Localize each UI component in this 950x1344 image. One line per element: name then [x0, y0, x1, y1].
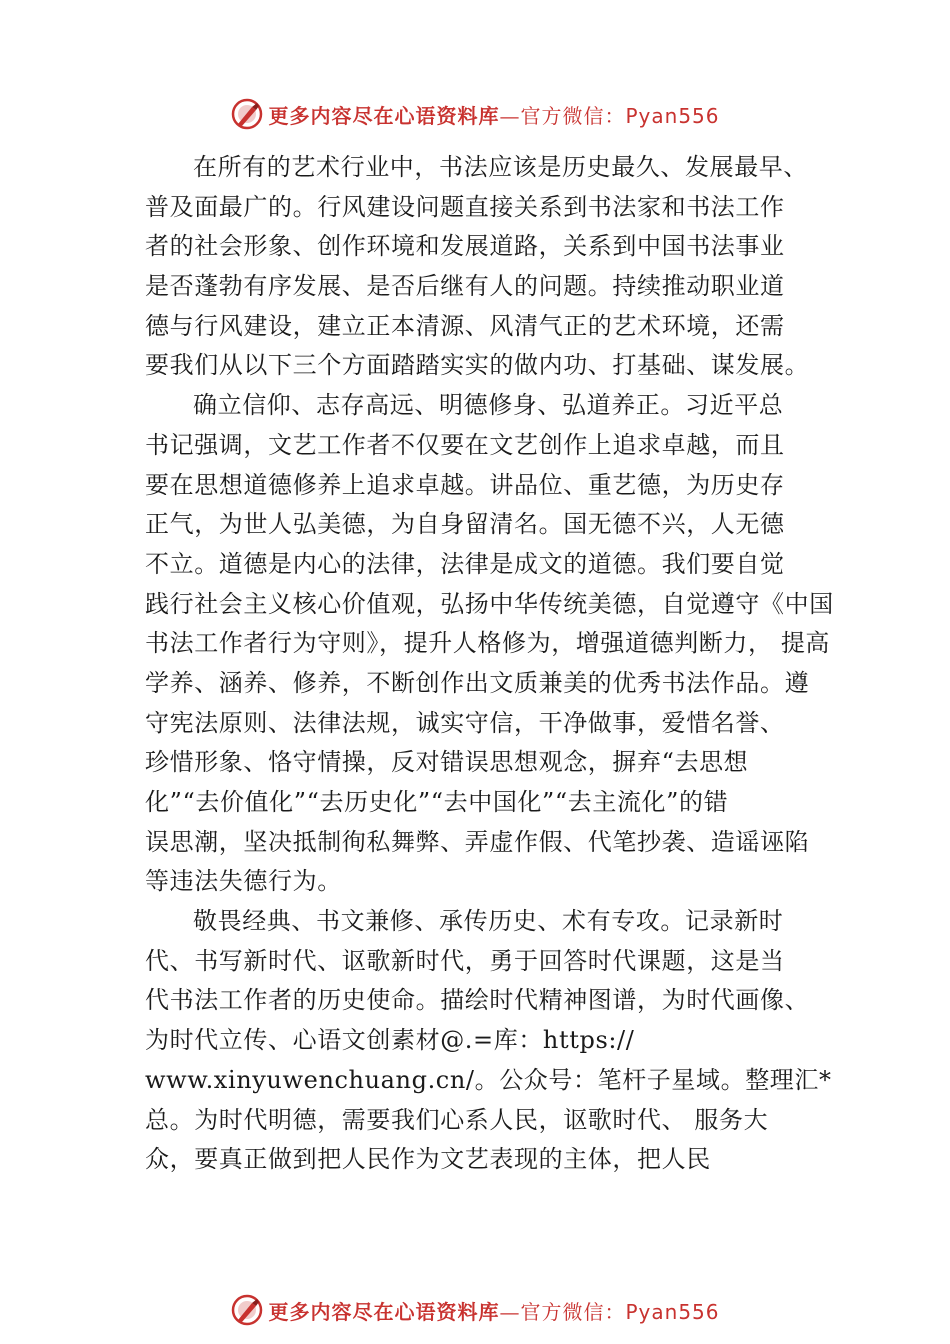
- text-line: 学养、涵养、修养，不断创作出文质兼美的优秀书法作品。遵: [145, 668, 810, 697]
- text-line: 守宪法原则、法律法规，诚实守信，干净做事，爱惜名誉、: [145, 708, 785, 737]
- pen-nib-logo-icon: [230, 1293, 264, 1327]
- header-banner: [0, 94, 950, 134]
- banner-wechat-id: Pyan556: [625, 1299, 720, 1324]
- banner-text: [268, 100, 719, 129]
- text-line: 书法工作者行为守则》，提升人格修为，增强道德判断力， 提高: [145, 629, 831, 658]
- text-line: 化”“去价值化”“去历史化”“去中国化”“去主流化”的错: [145, 788, 729, 816]
- text-line: 代、书写新时代、讴歌新时代，勇于回答时代课题，这是当: [145, 946, 785, 975]
- text-line: 普及面最广的。行风建设问题直接关系到书法家和书法工作: [145, 192, 785, 221]
- footer-banner: [0, 1290, 950, 1330]
- text-line: 敬畏经典、书文兼修、承传历史、术有专攻。记录新时: [193, 907, 784, 936]
- text-line: 总。为时代明德，需要我们心系人民，讴歌时代、 服务大: [145, 1105, 769, 1134]
- banner-text: [268, 1296, 719, 1325]
- text-line: 书记强调，文艺工作者不仅要在文艺创作上追求卓越，而且: [145, 430, 785, 459]
- banner-dash: —: [499, 103, 521, 128]
- text-line: 珍惜形象、恪守情操，反对错误思想观念，摒弃“去思想: [145, 748, 749, 777]
- text-line: 众，要真正做到把人民作为文艺表现的主体，把人民: [145, 1145, 711, 1174]
- text-line: 正气，为世人弘美德，为自身留清名。国无德不兴，人无德: [145, 510, 785, 539]
- text-line: 等违法失德行为。: [145, 867, 342, 896]
- text-line: 为时代立传、心语文创素材@.=库：https://: [145, 1026, 635, 1055]
- text-line: 要我们从以下三个方面踏踏实实的做内功、打基础、谋发展。: [145, 351, 810, 380]
- text-line: www.xinyuwenchuang.cn/。公众号：笔杆子星域。整理汇*: [145, 1065, 832, 1094]
- text-line: 要在思想道德修养上追求卓越。讲品位、重艺德，为历史存: [145, 470, 785, 499]
- text-line: 不立。道德是内心的法律，法律是成文的道德。我们要自觉: [145, 549, 785, 578]
- text-line: 是否蓬勃有序发展、是否后继有人的问题。持续推动职业道: [145, 272, 785, 301]
- banner-dash: —: [499, 1299, 521, 1324]
- pen-nib-logo-icon: [230, 97, 264, 131]
- banner-main-text: 更多内容尽在心语资料库: [268, 1299, 500, 1324]
- banner-wechat-label: 官方微信：: [520, 1299, 626, 1324]
- banner-main-text: 更多内容尽在心语资料库: [268, 103, 500, 128]
- text-line: 践行社会主义核心价值观，弘扬中华传统美德，自觉遵守《中国: [145, 589, 834, 618]
- text-line: 者的社会形象、创作环境和发展道路，关系到中国书法事业: [145, 232, 785, 261]
- text-line: 误思潮，坚决抵制徇私舞弊、弄虚作假、代笔抄袭、造谣诬陷: [145, 827, 810, 856]
- text-line: 德与行风建设，建立正本清源、风清气正的艺术环境，还需: [145, 311, 785, 340]
- text-line: 在所有的艺术行业中，书法应该是历史最久、发展最早、: [193, 153, 808, 181]
- banner-wechat-id: Pyan556: [625, 103, 720, 128]
- text-line: 代书法工作者的历史使命。描绘时代精神图谱，为时代画像、: [145, 986, 810, 1015]
- text-line: 确立信仰、志存高远、明德修身、弘道养正。习近平总: [193, 391, 784, 420]
- banner-wechat-label: 官方微信：: [520, 103, 626, 128]
- document-body: [145, 148, 835, 1180]
